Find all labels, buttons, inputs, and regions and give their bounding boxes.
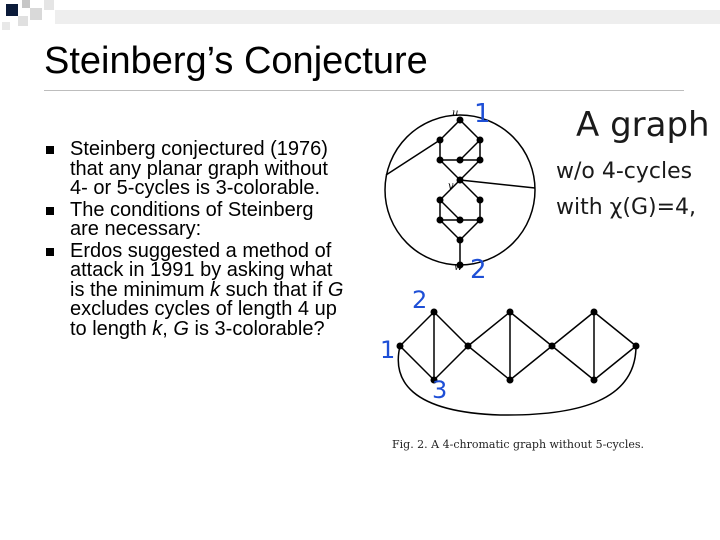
corner-decoration bbox=[0, 0, 720, 40]
annotation-left-two: 2 bbox=[412, 286, 428, 314]
vertex-label-w: w bbox=[454, 262, 463, 273]
vertex-label-v: v bbox=[448, 181, 454, 192]
slide-title: Steinberg’s Conjecture bbox=[44, 40, 428, 82]
annotation-note-line1: A graph bbox=[576, 105, 710, 145]
bullet-item: Steinberg conjectured (1976) that any planar graph without 4- or 5-cycles is 3-colorable. bbox=[44, 140, 344, 199]
bullet-item: Erdos suggested a method of attack in 1991 by asking what is the minimum k such that if G excludes cycles of length 4 up to length k, G is 3-colorable? bbox=[44, 242, 344, 340]
square-bullet-icon bbox=[46, 248, 54, 256]
bullet-list bbox=[44, 140, 344, 341]
vertex-label-u: u bbox=[452, 108, 459, 119]
annotation-left-one: 1 bbox=[380, 336, 396, 364]
graph-figure bbox=[370, 90, 720, 530]
annotation-note-line2: w/o 4-cycles bbox=[556, 159, 693, 184]
annotation-left-three: 3 bbox=[432, 376, 448, 404]
square-bullet-icon bbox=[46, 207, 54, 215]
annotation-top-one: 1 bbox=[474, 99, 491, 129]
annotation-note-line3: with χ(G)=4, bbox=[556, 195, 697, 220]
figure-caption: Fig. 2. A 4-chromatic graph without 5-cycles. bbox=[392, 438, 645, 451]
annotation-bottom-two: 2 bbox=[470, 255, 487, 285]
bullet-item: The conditions of Steinberg are necessary: bbox=[44, 201, 344, 240]
square-bullet-icon bbox=[46, 146, 54, 154]
